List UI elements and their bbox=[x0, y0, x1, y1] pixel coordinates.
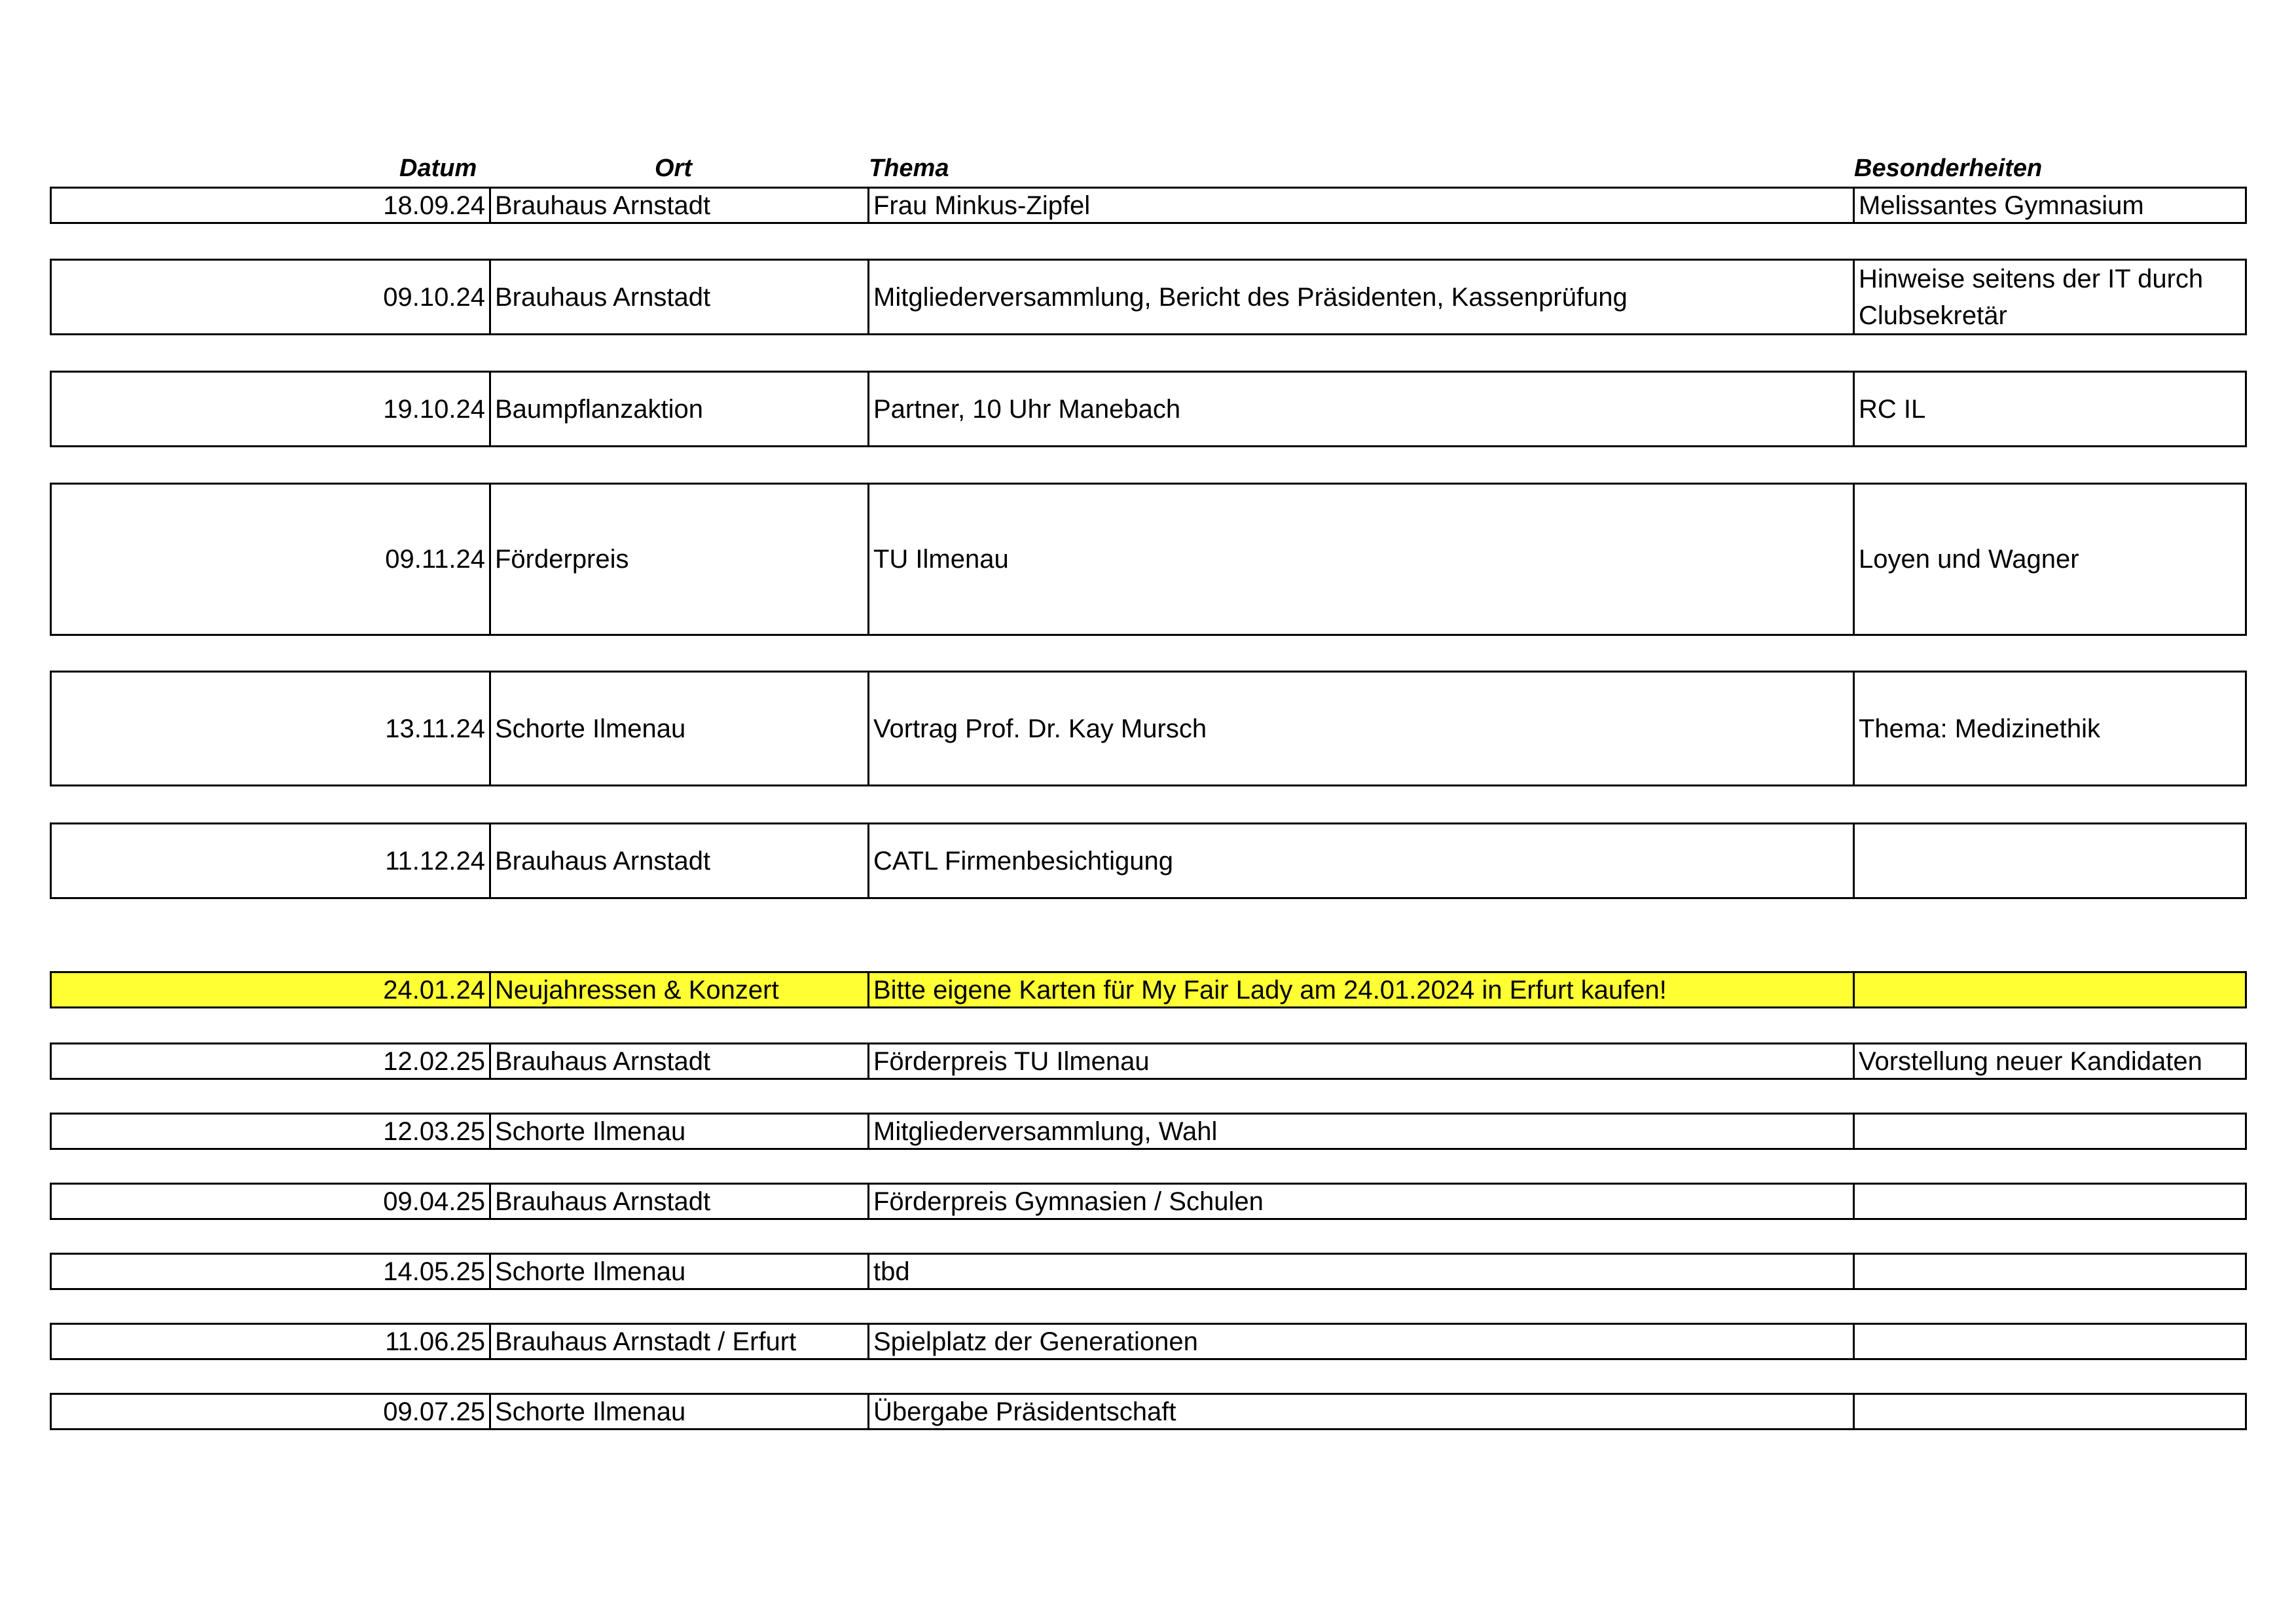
cell-ort: Baumpflanzaktion bbox=[489, 373, 867, 445]
cell-ort: Schorte Ilmenau bbox=[489, 1395, 867, 1428]
cell-thema: tbd bbox=[867, 1255, 1853, 1288]
cell-ort: Schorte Ilmenau bbox=[489, 1115, 867, 1148]
cell-datum: 09.04.25 bbox=[383, 1187, 485, 1216]
cell-datum: 12.03.25 bbox=[383, 1116, 485, 1146]
table-row bbox=[50, 483, 2247, 636]
cell-besonderheiten: Hinweise seitens der IT durch Clubsekretär bbox=[1853, 261, 2245, 333]
cell-datum: 09.07.25 bbox=[383, 1397, 485, 1426]
cell-datum: 11.06.25 bbox=[385, 1327, 485, 1356]
cell-thema: Vortrag Prof. Dr. Kay Mursch bbox=[867, 673, 1853, 784]
cell-ort: Brauhaus Arnstadt bbox=[489, 824, 867, 897]
table-row bbox=[50, 1393, 2247, 1430]
table-row bbox=[50, 1323, 2247, 1360]
table-row bbox=[50, 259, 2247, 335]
cell-ort: Neujahressen & Konzert bbox=[489, 973, 867, 1006]
cell-datum: 19.10.24 bbox=[383, 394, 485, 424]
cell-besonderheiten: Melissantes Gymnasium bbox=[1853, 189, 2245, 222]
cell-datum: 24.01.24 bbox=[383, 975, 485, 1005]
cell-ort: Brauhaus Arnstadt bbox=[489, 1185, 867, 1218]
table-row bbox=[50, 371, 2247, 447]
cell-besonderheiten: RC IL bbox=[1853, 373, 2245, 445]
cell-datum: 14.05.25 bbox=[383, 1257, 485, 1286]
cell-thema: Partner, 10 Uhr Manebach bbox=[867, 373, 1853, 445]
cell-thema: Mitgliederversammlung, Bericht des Präsidenten, Kassenprüfung bbox=[867, 261, 1853, 333]
table-row bbox=[50, 187, 2247, 224]
table-row bbox=[50, 1183, 2247, 1220]
cell-thema: Förderpreis Gymnasien / Schulen bbox=[867, 1185, 1853, 1218]
cell-thema: Spielplatz der Generationen bbox=[867, 1325, 1853, 1358]
cell-thema: Förderpreis TU Ilmenau bbox=[867, 1044, 1853, 1078]
cell-thema: Mitgliederversammlung, Wahl bbox=[867, 1115, 1853, 1148]
cell-ort: Brauhaus Arnstadt bbox=[489, 1044, 867, 1078]
cell-datum: 09.11.24 bbox=[385, 545, 485, 574]
cell-ort: Brauhaus Arnstadt / Erfurt bbox=[489, 1325, 867, 1358]
header-thema: Thema bbox=[869, 155, 949, 182]
cell-datum: 09.10.24 bbox=[383, 282, 485, 312]
cell-ort: Schorte Ilmenau bbox=[489, 673, 867, 784]
header-besonderheiten: Besonderheiten bbox=[1854, 155, 2043, 182]
table-row bbox=[50, 822, 2247, 899]
cell-thema: CATL Firmenbesichtigung bbox=[867, 824, 1853, 897]
cell-besonderheiten bbox=[1853, 1185, 2245, 1218]
table-row bbox=[50, 971, 2247, 1008]
cell-besonderheiten: Loyen und Wagner bbox=[1853, 485, 2245, 634]
cell-thema: Frau Minkus-Zipfel bbox=[867, 189, 1853, 222]
cell-ort: Brauhaus Arnstadt bbox=[489, 189, 867, 222]
cell-ort: Förderpreis bbox=[489, 485, 867, 634]
cell-datum: 11.12.24 bbox=[385, 846, 485, 876]
cell-besonderheiten bbox=[1853, 1395, 2245, 1428]
cell-ort: Schorte Ilmenau bbox=[489, 1255, 867, 1288]
table-row bbox=[50, 1113, 2247, 1150]
cell-besonderheiten: Thema: Medizinethik bbox=[1853, 673, 2245, 784]
cell-thema: Übergabe Präsidentschaft bbox=[867, 1395, 1853, 1428]
cell-ort: Brauhaus Arnstadt bbox=[489, 261, 867, 333]
cell-besonderheiten bbox=[1853, 824, 2245, 897]
cell-datum: 13.11.24 bbox=[385, 714, 485, 743]
cell-datum: 18.09.24 bbox=[383, 191, 485, 220]
table-row bbox=[50, 671, 2247, 786]
header-datum: Datum bbox=[399, 155, 477, 182]
cell-thema: Bitte eigene Karten für My Fair Lady am 24.01.2024 in Erfurt kaufen! bbox=[867, 973, 1853, 1006]
cell-besonderheiten bbox=[1853, 973, 2245, 1006]
cell-besonderheiten bbox=[1853, 1255, 2245, 1288]
cell-datum: 12.02.25 bbox=[383, 1046, 485, 1076]
table-row bbox=[50, 1043, 2247, 1080]
header-ort: Ort bbox=[655, 155, 692, 182]
cell-besonderheiten: Vorstellung neuer Kandidaten bbox=[1853, 1044, 2245, 1078]
table-row bbox=[50, 1253, 2247, 1290]
cell-thema: TU Ilmenau bbox=[867, 485, 1853, 634]
cell-besonderheiten bbox=[1853, 1115, 2245, 1148]
cell-besonderheiten bbox=[1853, 1325, 2245, 1358]
